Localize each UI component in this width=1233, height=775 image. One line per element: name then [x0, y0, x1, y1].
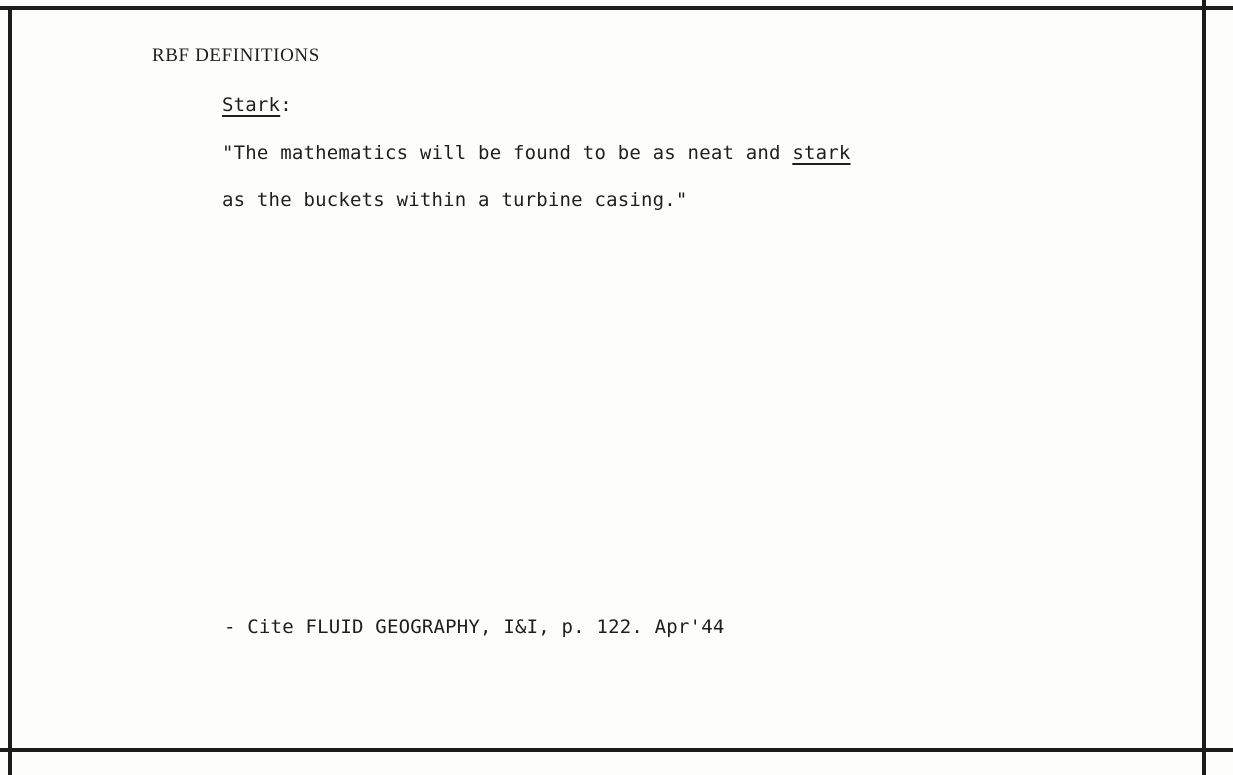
definition-term: [222, 94, 292, 116]
card-heading: RBF DEFINITIONS: [152, 45, 320, 66]
quote-line-1-text: "The mathematics will be found to be as neat and: [222, 142, 793, 164]
term-word: Stark: [222, 94, 281, 116]
card-border-left: [8, 6, 12, 775]
card-border-top: [0, 6, 1233, 10]
term-colon: :: [280, 94, 292, 116]
card-border-bottom: [0, 748, 1233, 752]
quote-line-2: as the buckets within a turbine casing.": [222, 189, 688, 211]
quote-line-1: [222, 142, 851, 164]
citation: - Cite FLUID GEOGRAPHY, I&I, p. 122. Apr'44: [224, 616, 725, 638]
quote-emphasis-word: stark: [792, 142, 851, 164]
card-border-right: [1202, 0, 1206, 775]
